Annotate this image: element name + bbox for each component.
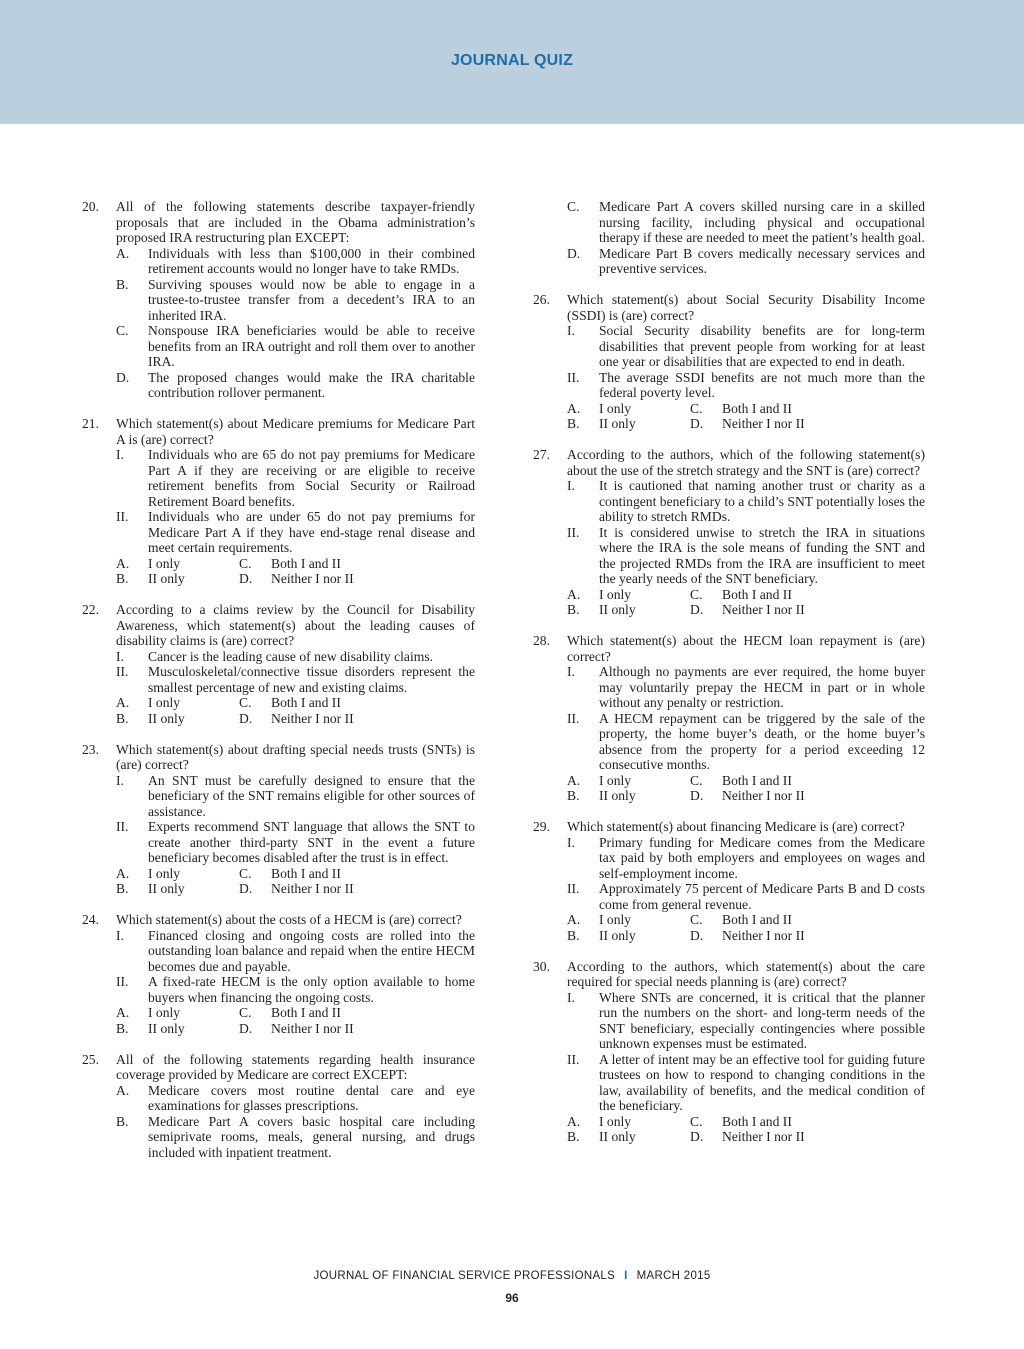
- statement-text: Individuals who are 65 do not pay premiums for Medicare Part A if they are receiving or are eligible to receive retirement benefits from Social Security or Railroad Retirement Board benefits.: [148, 447, 475, 509]
- quiz-question: [533, 819, 925, 943]
- answer-choices-row: [533, 1129, 925, 1145]
- statement-label: I.: [116, 772, 124, 788]
- answer-choice: [116, 881, 239, 897]
- answer-choices-row: [533, 788, 925, 804]
- choice-label: A.: [567, 586, 581, 602]
- statement-text: A HECM repayment can be triggered by the sale of the property, the home buyer’s death, or the home buyer’s absence from the property for a period exceeding 12 consecutive months.: [599, 710, 925, 773]
- question-number: 26.: [533, 292, 550, 308]
- statement-label: B.: [116, 1113, 129, 1129]
- choice-text: II only: [599, 788, 636, 804]
- question-stem: [82, 199, 475, 246]
- statement-item: [533, 199, 925, 246]
- answer-choice: [567, 401, 690, 417]
- statement-item: [82, 928, 475, 975]
- answer-choice: [567, 1129, 690, 1145]
- statement-label: I.: [567, 664, 575, 680]
- choice-label: C.: [690, 912, 703, 928]
- header-banner: [0, 0, 1024, 124]
- answer-choice: [567, 788, 690, 804]
- statement-item: [82, 277, 475, 324]
- statement-label: D.: [116, 369, 130, 385]
- answer-choices-row: [82, 1021, 475, 1037]
- answer-choice: [116, 571, 239, 587]
- quiz-question: [82, 1052, 475, 1161]
- answer-choice: [116, 556, 239, 572]
- answer-choice: [239, 1021, 394, 1037]
- choice-label: B.: [567, 927, 580, 943]
- choice-label: A.: [116, 555, 130, 571]
- choice-text: Both I and II: [722, 772, 792, 788]
- choice-label: D.: [239, 1020, 253, 1036]
- statement-label: II.: [567, 881, 580, 897]
- statement-label: I.: [567, 478, 575, 494]
- statement-text: An SNT must be carefully designed to ensure that the beneficiary of the SNT remains eligible for other sources of assistance.: [148, 772, 475, 819]
- choice-text: I only: [148, 1005, 181, 1021]
- choice-text: Both I and II: [271, 1005, 341, 1021]
- statement-item: [82, 819, 475, 866]
- statement-text: Medicare Part A covers skilled nursing care in a skilled nursing facility, including physical and occupational therapy if these are needed to meet the patient’s health goal.: [599, 199, 925, 245]
- question-stem: [533, 819, 925, 835]
- choice-text: Neither I nor II: [271, 881, 354, 897]
- answer-choice: [690, 416, 845, 432]
- question-number: 28.: [533, 633, 550, 649]
- statement-label: I.: [116, 927, 124, 943]
- choice-text: I only: [599, 586, 632, 602]
- section-title: JOURNAL QUIZ: [450, 52, 574, 69]
- statement-text: Surviving spouses would now be able to engage in a trustee-to-trustee transfer from a decedent’s IRA to an inherited IRA.: [148, 276, 475, 323]
- answer-choices-row: [82, 556, 475, 572]
- footer-separator: I: [624, 1270, 628, 1282]
- choice-label: A.: [567, 772, 581, 788]
- statement-item: [533, 246, 925, 277]
- choice-text: Both I and II: [722, 912, 792, 928]
- choice-text: Neither I nor II: [271, 571, 354, 587]
- answer-choice: [690, 928, 845, 944]
- question-text: All of the following statements regarding health insurance coverage provided by Medicare are correct EXCEPT:: [116, 1051, 475, 1083]
- question-number: 22.: [82, 602, 99, 618]
- statement-label: C.: [116, 323, 129, 338]
- answer-choice: [690, 602, 845, 618]
- answer-choice: [567, 602, 690, 618]
- choice-text: II only: [599, 1129, 636, 1145]
- statement-text: Social Security disability benefits are for long-term disabilities that prevent people from working for at least one year or disabilities that are expected to end in death.: [599, 323, 925, 370]
- choice-text: Neither I nor II: [722, 416, 805, 432]
- answer-choices-row: [533, 587, 925, 603]
- answer-choice: [567, 912, 690, 928]
- statement-item: [533, 1052, 925, 1114]
- left-column: [82, 199, 475, 1176]
- statement-label: A.: [116, 1082, 130, 1098]
- statement-item: [82, 1114, 475, 1161]
- choice-label: C.: [690, 586, 703, 602]
- choice-label: B.: [567, 602, 580, 618]
- statement-text: Individuals who are under 65 do not pay premiums for Medicare Part A if they have end-stage renal disease and meet certain requirements.: [148, 509, 475, 556]
- answer-choice: [567, 587, 690, 603]
- choice-label: C.: [690, 1113, 703, 1129]
- choice-text: II only: [599, 602, 636, 618]
- answer-choice: [690, 773, 845, 789]
- answer-choice: [690, 587, 845, 603]
- statement-label: D.: [567, 245, 581, 261]
- choice-text: I only: [599, 400, 632, 416]
- choice-label: A.: [116, 1005, 130, 1021]
- question-stem: [533, 292, 925, 323]
- answer-choice: [690, 401, 845, 417]
- question-text: Which statement(s) about Medicare premiums for Medicare Part A is (are) correct?: [116, 416, 475, 447]
- statement-text: Approximately 75 percent of Medicare Parts B and D costs come from general revenue.: [599, 881, 925, 912]
- choice-label: B.: [567, 788, 580, 804]
- choice-text: Both I and II: [722, 586, 792, 602]
- statement-item: [82, 370, 475, 401]
- answer-choice: [567, 416, 690, 432]
- statement-item: [533, 711, 925, 773]
- question-number: 25.: [82, 1051, 99, 1067]
- statement-text: Primary funding for Medicare comes from the Medicare tax paid by both employers and employees on wages and self-employment income.: [599, 834, 925, 881]
- statement-label: II.: [567, 524, 580, 540]
- choice-text: II only: [148, 710, 185, 726]
- answer-choices-row: [82, 571, 475, 587]
- question-number: 29.: [533, 819, 550, 835]
- statement-text: Nonspouse IRA beneficiaries would be able to receive benefits from an IRA outright and roll them over to another IRA.: [148, 323, 475, 369]
- answer-choice: [116, 1005, 239, 1021]
- statement-text: Musculoskeletal/connective tissue disorders represent the smallest percentage of new and existing claims.: [148, 664, 475, 695]
- choice-text: I only: [599, 912, 632, 928]
- question-stem: [82, 1052, 475, 1083]
- statement-label: I.: [116, 648, 124, 664]
- choice-label: D.: [690, 416, 704, 432]
- quiz-question: [533, 959, 925, 1145]
- question-text: All of the following statements describe taxpayer-friendly proposals that are included in the Obama administration’s proposed IRA restructuring plan EXCEPT:: [116, 199, 475, 245]
- answer-choice: [567, 928, 690, 944]
- answer-choices-row: [533, 912, 925, 928]
- statement-text: The proposed changes would make the IRA charitable contribution rollover permanent.: [148, 369, 475, 400]
- page-number: 96: [505, 1291, 519, 1305]
- statement-item: [533, 881, 925, 912]
- answer-choice: [567, 773, 690, 789]
- statement-item: [82, 773, 475, 820]
- statement-label: I.: [567, 323, 575, 339]
- question-stem: [533, 633, 925, 664]
- question-stem: [533, 959, 925, 990]
- statement-label: II.: [567, 369, 580, 385]
- answer-choice: [690, 912, 845, 928]
- statement-text: Medicare Part A covers basic hospital care including semiprivate rooms, meals, general nursing, and drugs included with inpatient treatment.: [148, 1113, 475, 1160]
- statement-label: II.: [116, 664, 129, 680]
- answer-choice: [116, 695, 239, 711]
- statement-item: [533, 835, 925, 882]
- choice-label: C.: [239, 1005, 252, 1021]
- statement-text: A letter of intent may be an effective tool for guiding future trustees on how to respond to changing conditions in the law, availability of benefits, and the medical condition of the beneficiary.: [599, 1051, 925, 1114]
- quiz-question: [533, 199, 925, 277]
- statement-item: [533, 478, 925, 525]
- question-stem: [82, 602, 475, 649]
- answer-choices-row: [82, 695, 475, 711]
- choice-label: C.: [690, 400, 703, 416]
- statement-text: It is cautioned that naming another trust or charity as a contingent beneficiary to a child’s SNT potentially loses the ability to stretch RMDs.: [599, 478, 925, 525]
- choice-text: Both I and II: [271, 865, 341, 881]
- choice-label: B.: [116, 571, 129, 587]
- choice-text: Neither I nor II: [722, 1129, 805, 1145]
- statement-item: [533, 370, 925, 401]
- choice-text: II only: [599, 927, 636, 943]
- choice-text: Neither I nor II: [722, 788, 805, 804]
- statement-label: A.: [116, 245, 130, 261]
- question-stem: [82, 416, 475, 447]
- answer-choice: [116, 866, 239, 882]
- answer-choices-row: [533, 928, 925, 944]
- question-text: Which statement(s) about the costs of a HECM is (are) correct?: [116, 912, 462, 928]
- quiz-question: [82, 742, 475, 897]
- choice-text: I only: [148, 865, 181, 881]
- question-number: 27.: [533, 447, 550, 463]
- choice-label: C.: [239, 695, 252, 711]
- statement-label: C.: [567, 199, 580, 214]
- statement-label: II.: [116, 819, 129, 835]
- choice-label: A.: [567, 912, 581, 928]
- statement-text: A fixed-rate HECM is the only option available to home buyers when financing the ongoing costs.: [148, 974, 475, 1005]
- question-stem: [82, 912, 475, 928]
- statement-label: II.: [116, 509, 129, 525]
- answer-choices-row: [82, 711, 475, 727]
- choice-text: II only: [148, 881, 185, 897]
- choice-text: Neither I nor II: [722, 602, 805, 618]
- choice-label: D.: [690, 788, 704, 804]
- answer-choices-row: [533, 602, 925, 618]
- answer-choices-row: [533, 1114, 925, 1130]
- choice-label: A.: [116, 695, 130, 711]
- quiz-question: [533, 292, 925, 432]
- issue-date: MARCH 2015: [636, 1270, 711, 1282]
- statement-item: [82, 246, 475, 277]
- answer-choices-row: [82, 881, 475, 897]
- quiz-question: [82, 912, 475, 1036]
- answer-choice: [690, 788, 845, 804]
- choice-label: D.: [690, 602, 704, 618]
- statement-item: [533, 525, 925, 587]
- choice-text: Neither I nor II: [722, 927, 805, 943]
- choice-label: C.: [239, 865, 252, 881]
- choice-label: C.: [239, 555, 252, 571]
- choice-text: Both I and II: [722, 1113, 792, 1129]
- answer-choice: [239, 571, 394, 587]
- quiz-question: [82, 199, 475, 401]
- answer-choices-row: [533, 401, 925, 417]
- question-text: According to the authors, which statement(s) about the care required for special needs planning is (are) correct?: [567, 958, 925, 990]
- question-text: Which statement(s) about drafting special needs trusts (SNTs) is (are) correct?: [116, 741, 475, 773]
- question-text: According to the authors, which of the following statement(s) about the use of the stretch strategy and the SNT is (are) correct?: [567, 447, 925, 478]
- question-number: 24.: [82, 912, 99, 928]
- choice-text: I only: [148, 555, 181, 571]
- statement-item: [82, 323, 475, 370]
- question-text: Which statement(s) about financing Medicare is (are) correct?: [567, 819, 905, 835]
- statement-label: II.: [567, 710, 580, 726]
- answer-choice: [239, 866, 394, 882]
- choice-text: Both I and II: [722, 400, 792, 416]
- question-number: 30.: [533, 958, 550, 974]
- answer-choices-row: [82, 1005, 475, 1021]
- answer-choice: [690, 1114, 845, 1130]
- statement-label: B.: [116, 276, 129, 292]
- question-stem: [82, 742, 475, 773]
- choice-label: A.: [567, 1113, 581, 1129]
- choice-label: B.: [116, 881, 129, 897]
- statement-label: II.: [567, 1051, 580, 1067]
- choice-text: II only: [599, 416, 636, 432]
- answer-choice: [239, 711, 394, 727]
- answer-choice: [116, 1021, 239, 1037]
- choice-text: Neither I nor II: [271, 710, 354, 726]
- answer-choice: [239, 1005, 394, 1021]
- statement-label: I.: [116, 447, 124, 463]
- statement-item: [82, 447, 475, 509]
- statement-text: Financed closing and ongoing costs are rolled into the outstanding loan balance and repaid when the entire HECM becomes due and payable.: [148, 927, 475, 974]
- question-number: 23.: [82, 741, 99, 757]
- choice-label: D.: [690, 927, 704, 943]
- statement-text: Although no payments are ever required, the home buyer may voluntarily prepay the HECM in part or in whole without any penalty or restriction.: [599, 664, 925, 711]
- question-number: 21.: [82, 416, 99, 432]
- answer-choice: [239, 695, 394, 711]
- question-text: Which statement(s) about Social Security Disability Income (SSDI) is (are) correct?: [567, 292, 925, 323]
- statement-item: [82, 664, 475, 695]
- statement-text: It is considered unwise to stretch the IRA in situations where the IRA is the sole means of funding the SNT and the projected RMDs from the IRA are insufficient to meet the yearly needs of the SNT beneficiary.: [599, 524, 925, 587]
- footer: [0, 1270, 1024, 1282]
- statement-item: [82, 974, 475, 1005]
- right-column: [533, 199, 925, 1161]
- statement-label: I.: [567, 989, 575, 1005]
- choice-text: Neither I nor II: [271, 1020, 354, 1036]
- choice-label: A.: [567, 400, 581, 416]
- answer-choice: [239, 556, 394, 572]
- statement-text: Medicare Part B covers medically necessary services and preventive services.: [599, 245, 925, 276]
- choice-label: A.: [116, 865, 130, 881]
- choice-label: D.: [239, 881, 253, 897]
- choice-text: Both I and II: [271, 695, 341, 711]
- statement-item: [533, 990, 925, 1052]
- statement-item: [82, 509, 475, 556]
- statement-text: Experts recommend SNT language that allows the SNT to create another third-party SNT in the event a future beneficiary becomes disabled after the trust is in effect.: [148, 819, 475, 866]
- answer-choices-row: [533, 416, 925, 432]
- answer-choice: [116, 711, 239, 727]
- statement-label: I.: [567, 834, 575, 850]
- statement-item: [533, 664, 925, 711]
- choice-label: B.: [116, 710, 129, 726]
- answer-choice: [239, 881, 394, 897]
- statement-text: Where SNTs are concerned, it is critical that the planner run the numbers on the short- and long-term needs of the SNT beneficiary, especially contingencies where possible unknown expenses must be estimated.: [599, 989, 925, 1052]
- question-stem: [533, 447, 925, 478]
- question-text: According to a claims review by the Council for Disability Awareness, which statement(s) about the leading causes of disability claims is (are) correct?: [116, 602, 475, 649]
- choice-text: I only: [599, 1113, 632, 1129]
- choice-label: D.: [239, 571, 253, 587]
- statement-text: Cancer is the leading cause of new disability claims.: [148, 648, 434, 664]
- choice-label: C.: [690, 772, 703, 788]
- choice-text: II only: [148, 1020, 185, 1036]
- choice-text: II only: [148, 571, 185, 587]
- question-text: Which statement(s) about the HECM loan repayment is (are) correct?: [567, 633, 925, 664]
- quiz-question: [533, 447, 925, 618]
- statement-item: [82, 649, 475, 665]
- answer-choices-row: [533, 773, 925, 789]
- statement-item: [82, 1083, 475, 1114]
- quiz-question: [82, 602, 475, 726]
- journal-name: JOURNAL OF FINANCIAL SERVICE PROFESSIONALS: [313, 1270, 616, 1282]
- statement-label: II.: [116, 974, 129, 990]
- statement-item: [533, 323, 925, 370]
- choice-label: B.: [567, 416, 580, 432]
- statement-text: The average SSDI benefits are not much more than the federal poverty level.: [599, 369, 925, 401]
- answer-choice: [567, 1114, 690, 1130]
- choice-label: D.: [239, 710, 253, 726]
- answer-choice: [690, 1129, 845, 1145]
- choice-text: Both I and II: [271, 555, 341, 571]
- question-number: 20.: [82, 199, 99, 214]
- statement-text: Individuals with less than $100,000 in their combined retirement accounts would no longer have to take RMDs.: [148, 245, 475, 276]
- answer-choices-row: [82, 866, 475, 882]
- quiz-question: [82, 416, 475, 587]
- statement-text: Medicare covers most routine dental care and eye examinations for glasses prescriptions.: [148, 1082, 475, 1114]
- quiz-question: [533, 633, 925, 804]
- choice-label: B.: [567, 1129, 580, 1145]
- choice-label: B.: [116, 1020, 129, 1036]
- choice-text: I only: [599, 772, 632, 788]
- choice-text: I only: [148, 695, 181, 711]
- choice-label: D.: [690, 1129, 704, 1145]
